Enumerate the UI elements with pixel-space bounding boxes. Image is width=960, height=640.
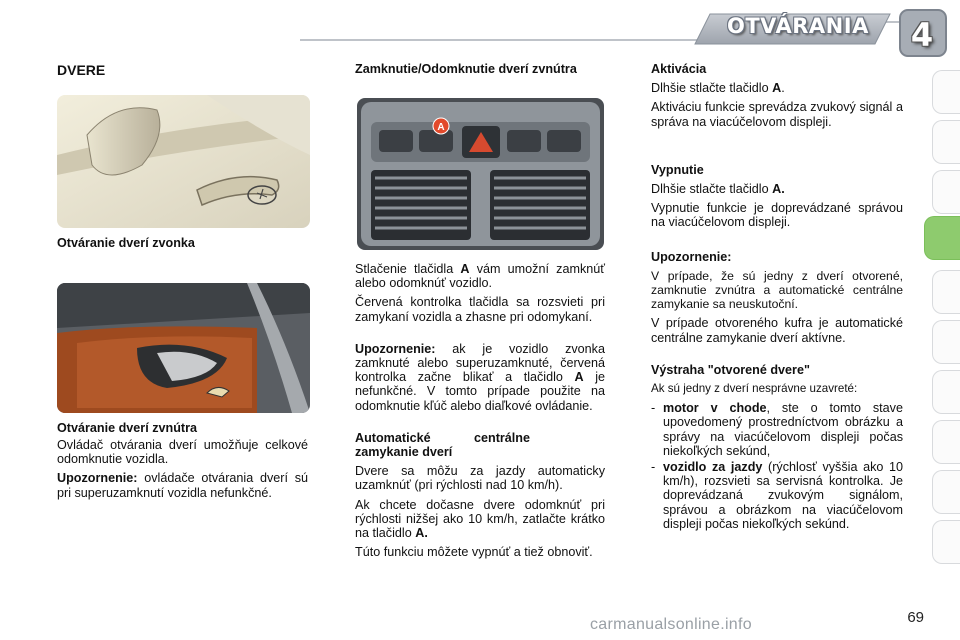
col2-paragraph: Túto funkciu môžete vypnúť a tiež obnoviť. bbox=[355, 545, 593, 560]
col3-text bbox=[651, 62, 903, 531]
caption-interior: Otváranie dverí zvnútra bbox=[57, 421, 197, 435]
callout-a: A bbox=[437, 122, 445, 133]
col3-paragraph: Vypnutie funkcie je doprevádzané správou na viacúčelovom displeji. bbox=[651, 201, 903, 230]
col3-paragraph: Dlhšie stlačte tlačidlo A. bbox=[651, 182, 785, 197]
heading-warning: Upozornenie: bbox=[651, 249, 732, 264]
col2-warning: Upozornenie: ak je vozidlo zvonka zamknuté alebo superuzamknuté, červená kontrolka začne blikať a tlačidlo A je nefunkčné. V tomto prípade použite na odomknutie kľúč alebo diaľkové ovládanie. bbox=[355, 341, 606, 413]
watermark: carmanualsonline.info bbox=[590, 616, 752, 633]
col2-subtitle: Automatické centrálne zamykanie dverí bbox=[355, 430, 530, 460]
col2-text bbox=[355, 262, 605, 564]
col3-paragraph: Ak sú jedny z dverí nesprávne uzavreté: bbox=[651, 382, 858, 396]
col1-paragraph: Ovládač otvárania dverí umožňuje celkové odomknutie vozidla. bbox=[57, 438, 308, 467]
heading-deactivation: Vypnutie bbox=[651, 162, 704, 177]
col3-paragraph: V prípade, že sú jedny z dverí otvorené, zamknutie zvnútra a automatické centrálne zamykanie sa neuskutoční. bbox=[651, 268, 903, 312]
chapter-tab-active[interactable] bbox=[924, 216, 960, 260]
chapter-tab[interactable] bbox=[932, 120, 960, 164]
col2-title: Zamknutie/Odomknutie dverí zvnútra bbox=[355, 62, 577, 76]
chapter-tab[interactable] bbox=[932, 420, 960, 464]
heading-activation: Aktivácia bbox=[651, 62, 707, 76]
col2-paragraph: Dvere sa môžu za jazdy automaticky uzamknúť (pri rýchlosti nad 10 km/h). bbox=[355, 464, 605, 493]
chapter-tab[interactable] bbox=[932, 370, 960, 414]
col2-paragraph: Červená kontrolka tlačidla sa rozsvieti pri zamykaní vozidla a zhasne pri odomykaní. bbox=[355, 295, 605, 324]
list-item: - vozidlo za jazdy (rýchlosť vyššia ako 10 km/h), rozsvieti sa servisná kontrolka. Je doprevádzaná zvukovým signálom, správou a obrázkom na viacúčelovom displeji počas niekoľkých sekúnd. bbox=[651, 460, 903, 531]
exterior-handle-image bbox=[57, 95, 310, 228]
col2-paragraph: Ak chcete dočasne dvere odomknúť pri rýchlosti nižšej ako 10 km/h, zatlačte krátko na tlačidlo A. bbox=[355, 497, 605, 541]
chapter-tab[interactable] bbox=[932, 70, 960, 114]
interior-handle-image bbox=[57, 283, 310, 413]
section-title: DVERE bbox=[57, 62, 106, 78]
col1-text bbox=[57, 438, 308, 505]
col1-paragraph-warning: Upozornenie: ovládače otvárania dverí sú pri superuzamknutí vozidla nefunkčné. bbox=[57, 471, 308, 500]
chapter-tab[interactable] bbox=[932, 470, 960, 514]
page-title: OTVÁRANIA bbox=[727, 14, 869, 38]
col3-paragraph: Dlhšie stlačte tlačidlo A. bbox=[651, 81, 785, 96]
list-item: - motor v chode, ste o tomto stave upovedomený prostredníctvom obrázku a správy na viacúčelovom displeji počas niekoľkých sekúnd, bbox=[651, 401, 903, 458]
caption-exterior: Otváranie dverí zvonka bbox=[57, 236, 195, 250]
col3-paragraph: V prípade otvoreného kufra je automatické centrálne zamykanie dverí aktívne. bbox=[651, 316, 903, 345]
heading-door-alert: Výstraha "otvorené dvere" bbox=[651, 362, 810, 377]
chapter-tab[interactable] bbox=[932, 270, 960, 314]
chapter-tab[interactable] bbox=[932, 520, 960, 564]
chapter-tab[interactable] bbox=[932, 170, 960, 214]
page-number: 69 bbox=[907, 609, 924, 626]
chapter-tab[interactable] bbox=[932, 320, 960, 364]
console-buttons-image bbox=[357, 98, 604, 250]
alert-list bbox=[651, 401, 903, 531]
chapter-number: 4 bbox=[910, 16, 934, 54]
chapter-tabs bbox=[930, 70, 960, 580]
col2-paragraph: Stlačenie tlačidla A vám umožní zamknúť alebo odomknúť vozidlo. bbox=[355, 262, 605, 291]
col3-paragraph: Aktiváciu funkcie sprevádza zvukový signál a správa na viacúčelovom displeji. bbox=[651, 100, 903, 129]
